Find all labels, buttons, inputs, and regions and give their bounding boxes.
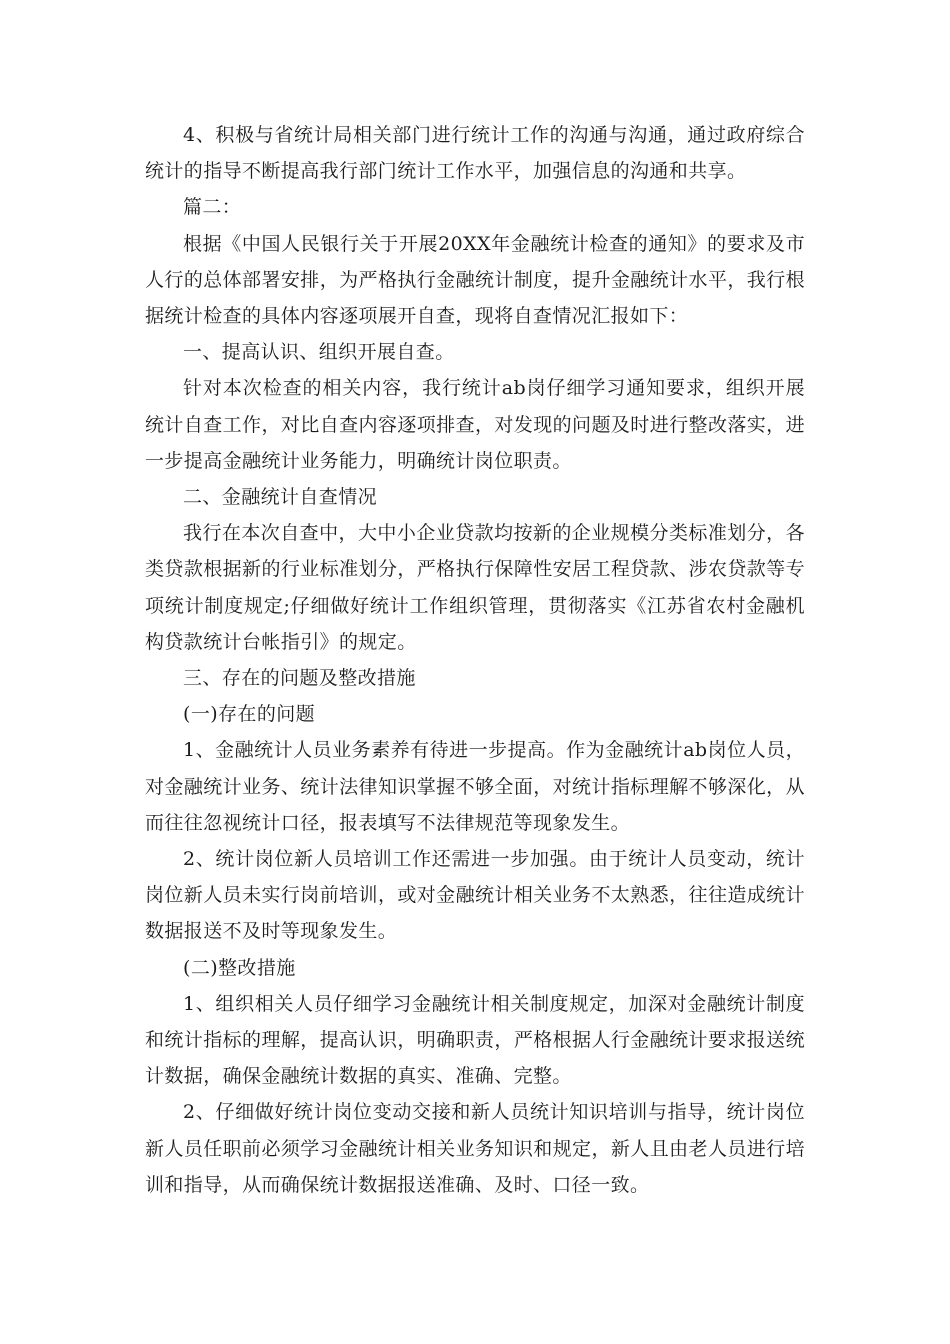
section-heading-2: 二、金融统计自查情况 bbox=[183, 486, 378, 509]
subsection-heading-problems: (一)存在的问题 bbox=[183, 703, 316, 726]
measure-item-2: 2、仔细做好统计岗位变动交接和新人员统计知识培训与指导，统计岗位新人员任职前必须学习金融统计相关业务知识和规定，新人且由老人员进行培训和指导，从而确保统计数据报送准确、及时、口径一致。 bbox=[145, 1101, 805, 1196]
problem-item-2: 2、统计岗位新人员培训工作还需进一步加强。由于统计人员变动，统计岗位新人员未实行岗前培训，或对金融统计相关业务不太熟悉，往往造成统计数据报送不及时等现象发生。 bbox=[145, 848, 805, 943]
body-paragraph: 针对本次检查的相关内容，我行统计ab岗仔细学习通知要求，组织开展统计自查工作，对比自查内容逐项排查，对发现的问题及时进行整改落实，进一步提高金融统计业务能力，明确统计岗位职责。 bbox=[145, 377, 805, 472]
subsection-heading-measures: (二)整改措施 bbox=[183, 956, 296, 979]
section-heading-part-two: 篇二： bbox=[183, 196, 242, 219]
section-heading-3: 三、存在的问题及整改措施 bbox=[183, 667, 416, 690]
measure-item-1: 1、组织相关人员仔细学习金融统计相关制度规定，加深对金融统计制度和统计指标的理解，提高认识，明确职责，严格根据人行金融统计要求报送统计数据，确保金融统计数据的真实、准确、完整。 bbox=[145, 992, 805, 1088]
section-heading-1: 一、提高认识、组织开展自查。 bbox=[183, 341, 455, 364]
problem-item-1: 1、金融统计人员业务素养有待进一步提高。作为金融统计ab岗位人员，对金融统计业务、统计法律知识掌握不够全面，对统计指标理解不够深化，从而往往忽视统计口径，报表填写不法律规范等现象发生。 bbox=[145, 739, 805, 834]
paragraph-item-4: 4、积极与省统计局相关部门进行统计工作的沟通与沟通，通过政府综合统计的指导不断提高我行部门统计工作水平，加强信息的沟通和共享。 bbox=[145, 124, 805, 183]
intro-paragraph: 根据《中国人民银行关于开展20XX年金融统计检查的通知》的要求及市人行的总体部署安排，为严格执行金融统计制度，提升金融统计水平，我行根据统计检查的具体内容逐项展开自查，现将自查情况汇报如下： bbox=[145, 232, 805, 328]
body-paragraph: 我行在本次自查中，大中小企业贷款均按新的企业规模分类标准划分，各类贷款根据新的行业标准划分，严格执行保障性安居工程贷款、涉农贷款等专项统计制度规定;仔细做好统计工作组织管理，贯彻落实《江苏省农村金融机构贷款统计台帐指引》的规定。 bbox=[145, 522, 805, 653]
document-body bbox=[145, 117, 805, 1203]
